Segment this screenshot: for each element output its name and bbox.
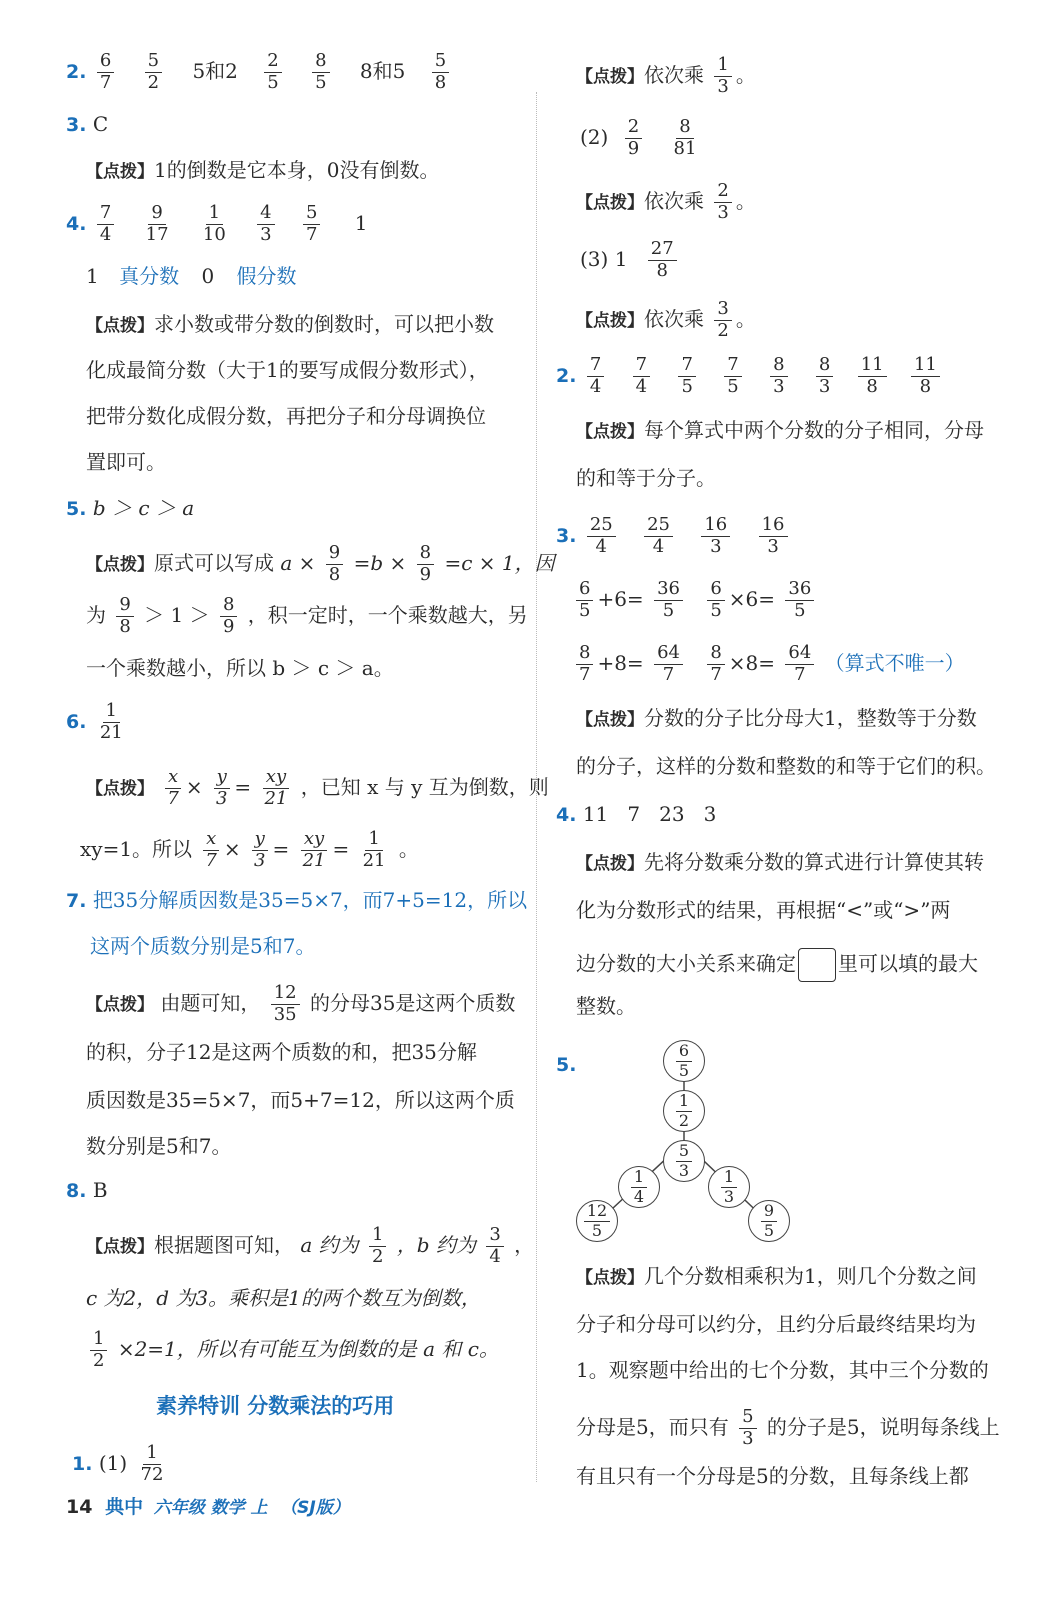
- fraction: [251, 830, 268, 871]
- fraction: [271, 984, 300, 1025]
- fraction: [625, 118, 642, 159]
- fraction: [701, 516, 730, 557]
- numerator: 1: [676, 1093, 692, 1112]
- denominator: 2: [678, 1110, 690, 1130]
- fraction: [264, 52, 281, 93]
- left-q8-note1: 【点拨】根据题图可知， a 约为 $\frac{1}{2}$ ，b 约为 $\frac{3}{4}$ ，: [86, 1224, 535, 1267]
- fraction: [785, 580, 814, 621]
- right-q3-r2: $\frac{8}{7}$ +8= $\frac{64}{7}$ $\frac{8}{7}$ ×8= $\frac{64}{7}$ （算式不唯一）: [572, 644, 965, 685]
- fraction: [785, 644, 814, 685]
- right-n1: 【点拨】依次乘 $\frac{1}{3}$ 。: [576, 54, 756, 97]
- denominator: 7: [167, 787, 179, 809]
- numerator: 7: [678, 356, 695, 377]
- numerator: 3: [486, 1226, 503, 1247]
- numerator: 9: [326, 544, 343, 565]
- diagram-node: [663, 1040, 705, 1082]
- denominator: 21: [362, 849, 386, 871]
- note-line: c 为2，d 为3。乘积是1的两个数互为倒数，: [86, 1286, 481, 1310]
- fraction: [587, 356, 604, 397]
- fraction: [576, 580, 593, 621]
- note-line: 化成最简分数（大于1的要写成假分数形式），: [86, 358, 489, 382]
- fraction: [312, 52, 329, 93]
- denominator: 5: [315, 71, 327, 93]
- fraction: [417, 544, 434, 585]
- numerator: 1: [206, 204, 223, 225]
- right-s3: (3) 1 $\frac{27}{8}$: [580, 240, 681, 281]
- diagram-node: [708, 1166, 750, 1208]
- numerator: 1: [143, 1444, 160, 1465]
- fraction: [816, 356, 833, 397]
- fraction: [676, 1140, 692, 1180]
- fraction: [739, 1408, 756, 1449]
- denominator: 3: [767, 535, 779, 557]
- left-sub1: 1. (1) $\frac{1}{72}$: [72, 1444, 170, 1485]
- fraction: [644, 516, 673, 557]
- fraction: [360, 830, 389, 871]
- fraction: [300, 830, 329, 871]
- numerator: 8: [707, 644, 724, 665]
- fraction: [714, 300, 731, 341]
- numerator: 8: [770, 356, 787, 377]
- numerator: 3: [714, 300, 731, 321]
- numerator: 64: [654, 644, 683, 665]
- numerator: 1: [90, 1330, 107, 1351]
- right-q4-note3: 边分数的大小关系来确定 里可以填的最大: [576, 948, 978, 982]
- diagram-node: [576, 1200, 618, 1242]
- fraction: [116, 596, 133, 637]
- fraction: [671, 118, 700, 159]
- fraction: [145, 52, 162, 93]
- numerator: 6: [707, 580, 724, 601]
- denominator: 4: [589, 375, 602, 397]
- denominator: 3: [717, 75, 729, 97]
- numerator: 6: [676, 1043, 692, 1062]
- left-q6: 6. $\frac{1}{21}$: [66, 702, 130, 743]
- note-line: 置即可。: [86, 450, 166, 474]
- denominator: 5: [267, 71, 279, 93]
- right-q4-note1: 【点拨】先将分数乘分数的算式进行计算使其转: [576, 850, 984, 874]
- denominator: 8: [328, 563, 341, 585]
- numerator: xy: [301, 830, 327, 851]
- denominator: 21: [264, 787, 288, 809]
- fraction: [648, 240, 677, 281]
- numerator: 36: [654, 580, 683, 601]
- denominator: 5: [678, 1060, 690, 1080]
- denominator: 7: [99, 71, 112, 93]
- denominator: 2: [147, 71, 160, 93]
- fraction: [721, 1166, 737, 1206]
- fraction: [369, 1226, 386, 1267]
- fraction: [759, 516, 788, 557]
- numerator: 6: [97, 52, 114, 73]
- fraction: [770, 356, 787, 397]
- fraction: [326, 544, 343, 585]
- denominator: 9: [419, 563, 432, 585]
- numerator: 8: [676, 118, 693, 139]
- numerator: 16: [701, 516, 730, 537]
- numerator: 8: [312, 52, 329, 73]
- note-line: 的分子，这样的分数和整数的和等于它们的积。: [576, 754, 996, 778]
- numerator: 1: [103, 702, 120, 723]
- right-n3: 【点拨】依次乘 $\frac{3}{2}$ 。: [576, 298, 756, 341]
- left-q4-note: 【点拨】求小数或带分数的倒数时，可以把小数: [86, 312, 494, 336]
- left-q3-note: 【点拨】1的倒数是它本身，0没有倒数。: [86, 158, 440, 182]
- fraction: [714, 182, 731, 223]
- fraction: [97, 702, 126, 743]
- denominator: 2: [93, 1349, 105, 1371]
- fraction: [654, 580, 683, 621]
- fraction: [724, 356, 741, 397]
- numerator: 8: [576, 644, 593, 665]
- denominator: 2: [717, 319, 729, 341]
- numerator: 2: [714, 182, 731, 203]
- page-number: 14: [66, 1496, 93, 1518]
- denominator: 5: [681, 375, 693, 397]
- denominator: 8: [119, 615, 131, 637]
- fraction: [303, 204, 320, 245]
- fraction: [654, 644, 683, 685]
- diagram-node: [663, 1090, 705, 1132]
- denominator: 3: [678, 1160, 690, 1180]
- numerator: 9: [148, 204, 165, 225]
- numerator: 11: [911, 356, 940, 377]
- numerator: 5: [432, 52, 449, 73]
- fraction: [707, 644, 724, 685]
- fraction: [631, 1166, 647, 1206]
- left-q6-note1: 【点拨】 $\frac{x}{7}$ × $\frac{y}{3}$ = $\frac{xy}{21}$ ，已知 x 与 y 互为倒数，则: [86, 766, 549, 809]
- fraction: [97, 204, 114, 245]
- fraction: [587, 516, 616, 557]
- left-q6-note2: xy=1。所以 $\frac{x}{7}$ × $\frac{y}{3}$ = $\frac{xy}{21}$ = $\frac{1}{21}$ 。: [80, 828, 419, 871]
- numerator: y: [214, 768, 230, 789]
- numerator: 1: [631, 1169, 647, 1188]
- denominator: 4: [99, 223, 112, 245]
- denominator: 9: [627, 137, 640, 159]
- denominator: 5: [727, 375, 739, 397]
- numerator: 7: [633, 356, 650, 377]
- denominator: 21: [302, 849, 326, 871]
- section-heading: 素养特训 分数乘法的巧用: [156, 1394, 395, 1418]
- denominator: 3: [710, 535, 722, 557]
- denominator: 7: [662, 663, 675, 685]
- denominator: 72: [140, 1463, 164, 1485]
- note-line: 分子和分母可以约分，且约分后最终结果均为: [576, 1312, 976, 1336]
- fraction: [213, 768, 230, 809]
- fraction: [633, 356, 650, 397]
- numerator: 9: [761, 1203, 777, 1222]
- fraction: [220, 596, 237, 637]
- fraction: [97, 52, 114, 93]
- footer: 14 典中 六年级 数学 上 （SJ版）: [66, 1496, 350, 1518]
- numerator: y: [252, 830, 268, 851]
- numerator: 27: [648, 240, 677, 261]
- denominator: 3: [773, 375, 785, 397]
- denominator: 4: [489, 1245, 501, 1267]
- numerator: 7: [724, 356, 741, 377]
- fraction: [714, 56, 731, 97]
- numerator: 9: [116, 596, 133, 617]
- numerator: 64: [785, 644, 814, 665]
- numerator: 2: [264, 52, 281, 73]
- right-q5: 5.: [556, 1054, 577, 1076]
- note-line: 的积，分子12是这两个质数的和，把35分解: [86, 1040, 477, 1064]
- left-q7: 7. 把35分解质因数是35=5×7，而7+5=12，所以: [66, 888, 528, 912]
- fraction: [858, 356, 887, 397]
- left-q5-note1: 【点拨】原式可以写成 a × $\frac{9}{8}$ =b × $\frac{8}{9}$ =c × 1，因: [86, 542, 555, 585]
- right-q5-note1: 【点拨】几个分数相乘积为1，则几个分数之间: [576, 1264, 977, 1288]
- denominator: 7: [579, 663, 591, 685]
- right-q2-note: 【点拨】每个算式中两个分数的分子相同，分母: [576, 418, 984, 442]
- left-q3: 3. C: [66, 112, 109, 136]
- fraction: [138, 1444, 167, 1485]
- note-line: 化为分数形式的结果，再根据“<”或“>”两: [576, 898, 951, 922]
- denominator: 7: [710, 663, 722, 685]
- diagram-node: [618, 1166, 660, 1208]
- numerator: 1: [714, 56, 731, 77]
- denominator: 4: [652, 535, 665, 557]
- denominator: 3: [742, 1427, 754, 1449]
- denominator: 81: [673, 137, 697, 159]
- denominator: 3: [717, 201, 729, 223]
- numerator: 7: [587, 356, 604, 377]
- left-q7-note1: 【点拨】 由题可知， $\frac{12}{35}$ 的分母35是这两个质数: [86, 982, 516, 1025]
- numerator: 25: [587, 516, 616, 537]
- denominator: 3: [254, 849, 266, 871]
- denominator: 10: [202, 223, 226, 245]
- diagram-node: [748, 1200, 790, 1242]
- fraction: [143, 204, 172, 245]
- numerator: 11: [858, 356, 887, 377]
- right-q5-note4: 分母是5，而只有 $\frac{5}{3}$ 的分子是5，说明每条线上: [576, 1406, 1000, 1449]
- denominator: 8: [656, 259, 668, 281]
- left-q8: 8. B: [66, 1178, 108, 1202]
- numerator: 8: [816, 356, 833, 377]
- denominator: 3: [215, 787, 228, 809]
- note-line: 质因数是35=5×7，而5+7=12，所以这两个质: [86, 1088, 515, 1112]
- left-q4: 4. $\frac{7}{4}$ $\frac{9}{17}$ $\frac{1}{10}$ $\frac{4}{3}$ $\frac{5}{7}$ 1: [66, 202, 368, 245]
- denominator: 8: [919, 375, 932, 397]
- fraction: [257, 204, 274, 245]
- denominator: 5: [794, 599, 806, 621]
- numerator: 8: [417, 544, 434, 565]
- note-line: 一个乘数越小，所以 b ＞ c ＞ a。: [86, 656, 394, 680]
- right-q3: 3. $\frac{25}{4}$ $\frac{25}{4}$ $\frac{16}{3}$ $\frac{16}{3}$: [556, 516, 792, 557]
- note-line: 数分别是5和7。: [86, 1134, 232, 1158]
- denominator: 5: [662, 599, 675, 621]
- fraction: [164, 768, 181, 809]
- blank-box: [798, 948, 836, 982]
- numerator: 12: [584, 1203, 610, 1222]
- denominator: 3: [260, 223, 272, 245]
- numerator: 4: [257, 204, 274, 225]
- left-q5-note2: 为 $\frac{9}{8}$ ＞ 1 ＞ $\frac{8}{9}$ ，积一定时，一个乘数越大，另: [86, 594, 528, 637]
- denominator: 21: [99, 721, 123, 743]
- denominator: 8: [434, 71, 447, 93]
- right-s2: (2) $\frac{2}{9}$ $\frac{8}{81}$: [580, 118, 703, 159]
- denominator: 5: [763, 1220, 775, 1240]
- numerator: 5: [145, 52, 162, 73]
- numerator: 1: [721, 1169, 737, 1188]
- numerator: 5: [676, 1143, 692, 1162]
- fraction: [707, 580, 724, 621]
- denominator: 7: [205, 849, 217, 871]
- denominator: 5: [591, 1220, 603, 1240]
- left-q5: 5. b ＞ c ＞ a: [66, 496, 195, 520]
- numerator: 6: [576, 580, 593, 601]
- denominator: 17: [145, 223, 169, 245]
- denominator: 8: [866, 375, 878, 397]
- numerator: 5: [303, 204, 320, 225]
- fraction: [486, 1226, 503, 1267]
- fraction: [262, 768, 291, 809]
- answer-line: 这两个质数分别是5和7。: [90, 934, 316, 958]
- numerator: 36: [785, 580, 814, 601]
- left-q8-note3: $\frac{1}{2}$ ×2=1，所以有可能互为倒数的是 a 和 c。: [86, 1330, 499, 1371]
- left-q2: 2. $\frac{6}{7}$ $\frac{5}{2}$ 5和2 $\frac{2}{5}$ $\frac{8}{5}$ 8和5 $\frac{5}{8}$: [66, 52, 453, 93]
- numerator: xy: [263, 768, 289, 789]
- fraction: [90, 1330, 107, 1371]
- note-line: 1。观察题中给出的七个分数，其中三个分数的: [576, 1358, 989, 1382]
- brand-logo: 典中: [105, 1496, 144, 1518]
- denominator: 4: [635, 375, 648, 397]
- numerator: 12: [271, 984, 300, 1005]
- numerator: x: [203, 830, 219, 851]
- fraction: [432, 52, 449, 93]
- fraction: [584, 1200, 610, 1240]
- note-line: 的和等于分子。: [576, 466, 716, 490]
- denominator: 35: [273, 1003, 297, 1025]
- fraction: [202, 830, 219, 871]
- fraction: [576, 644, 593, 685]
- fraction: [678, 356, 695, 397]
- denominator: 4: [595, 535, 607, 557]
- denominator: 3: [818, 375, 831, 397]
- denominator: 5: [579, 599, 591, 621]
- note-line: 有且只有一个分母是5的分数，且每条线上都: [576, 1464, 969, 1488]
- right-q3-note: 【点拨】分数的分子比分母大1，整数等于分数: [576, 706, 977, 730]
- denominator: 3: [723, 1186, 735, 1206]
- numerator: 1: [365, 830, 382, 851]
- denominator: 7: [794, 663, 806, 685]
- fraction: [676, 1090, 692, 1130]
- fraction: [200, 204, 229, 245]
- left-q4-line2: 1 真分数 0 假分数: [86, 264, 297, 288]
- numerator: 16: [759, 516, 788, 537]
- right-n2: 【点拨】依次乘 $\frac{2}{3}$ 。: [576, 180, 756, 223]
- denominator: 9: [222, 615, 235, 637]
- numerator: 5: [739, 1408, 756, 1429]
- numerator: 25: [644, 516, 673, 537]
- note-line: 把带分数化成假分数，再把分子和分母调换位: [86, 404, 486, 428]
- diagram-node: [663, 1140, 705, 1182]
- right-q4: 4. 11 7 23 3: [556, 802, 717, 826]
- numerator: x: [165, 768, 181, 789]
- note-line: 整数。: [576, 994, 636, 1018]
- fraction: [761, 1200, 777, 1240]
- fraction: [676, 1040, 692, 1080]
- numerator: 1: [369, 1226, 386, 1247]
- denominator: 4: [633, 1186, 645, 1206]
- fraction: [911, 356, 940, 397]
- denominator: 7: [305, 223, 318, 245]
- numerator: 2: [625, 118, 642, 139]
- numerator: 8: [220, 596, 237, 617]
- right-q3-r1: $\frac{6}{5}$ +6= $\frac{36}{5}$ $\frac{6}{5}$ ×6= $\frac{36}{5}$: [572, 580, 818, 621]
- right-q2: 2. $\frac{7}{4}$ $\frac{7}{4}$ $\frac{7}{5}$ $\frac{7}{5}$ $\frac{8}{3}$ $\frac{8}{3}$ $\frac{11}{8}$ $\frac{11}{8}$: [556, 356, 944, 397]
- numerator: 7: [97, 204, 114, 225]
- denominator: 5: [710, 599, 722, 621]
- denominator: 2: [372, 1245, 384, 1267]
